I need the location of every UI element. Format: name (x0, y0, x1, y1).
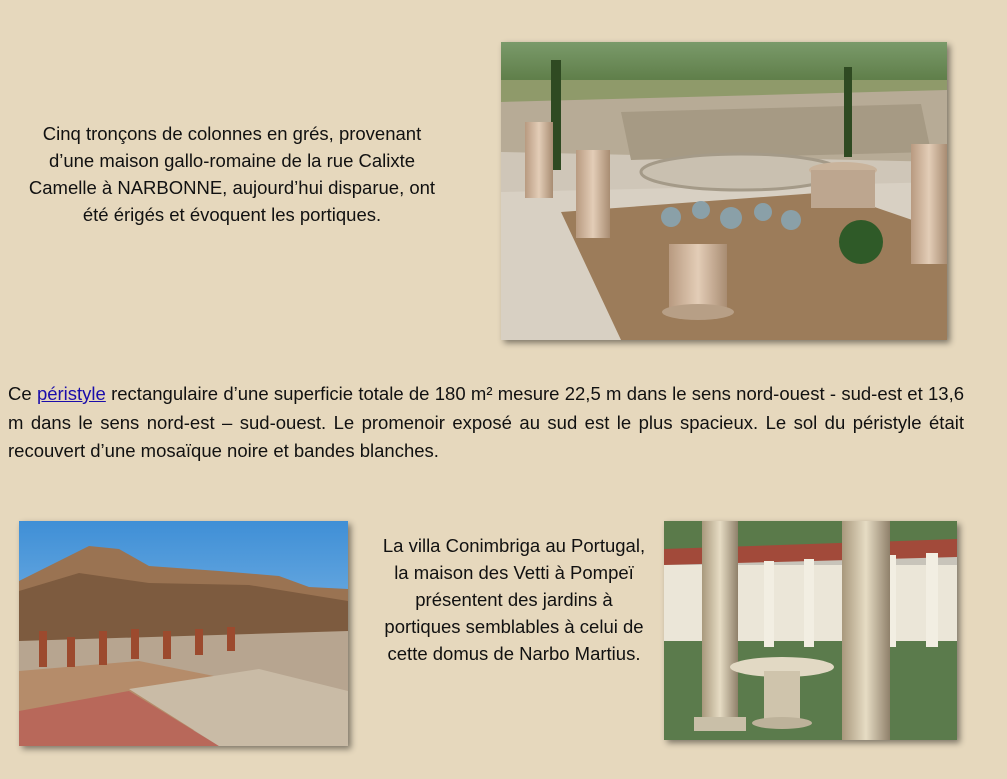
conimbriga-villa-photo (19, 521, 348, 746)
intro-text: Cinq tronçons de colonnes en grés, provenant d’une maison gallo-romaine de la rue Calixte Camelle à NARBONNE, aujourd’hui disparue, ont été érigés et évoquent les portiques. (28, 123, 436, 225)
peristyle-description (8, 380, 964, 466)
paragraph-rest: rectangulaire d’une superficie totale de 180 m² mesure 22,5 m dans le sens nord-ouest - sud-est et 13,6 m dans le sens nord-est – sud-ouest. Le promenoir exposé au sud est le plus spacieux. Le sol du péristyle était recouvert d’une mosaïque noire et bandes blanches. (8, 383, 964, 461)
paragraph-prefix: Ce (8, 383, 37, 404)
peristyle-columns-photo (501, 42, 947, 340)
vetti-house-photo (664, 521, 957, 740)
peristyle-link[interactable]: péristyle (36, 383, 106, 404)
villa-comparison-text: La villa Conimbriga au Portugal, la maison des Vetti à Pompeï présentent des jardins à portiques semblables à celui de cette domus de Narbo Martius. (382, 535, 646, 664)
